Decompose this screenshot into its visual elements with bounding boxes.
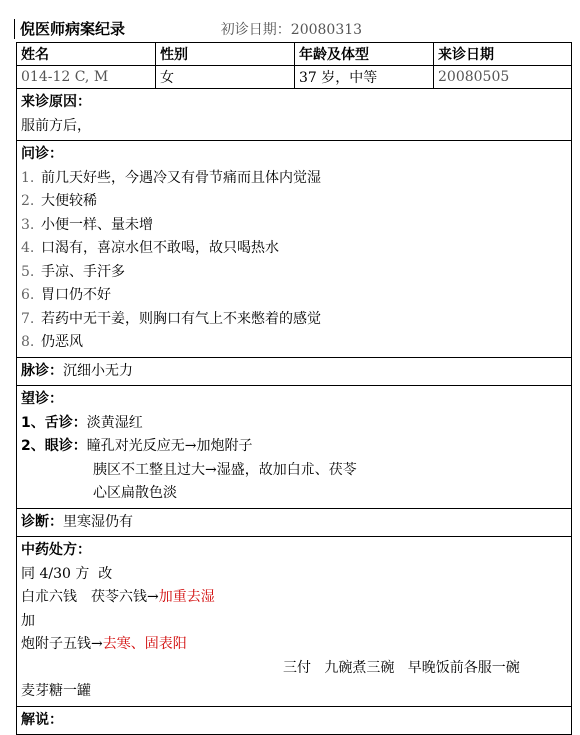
effect-note-2: 去寒、固表阳 — [103, 636, 187, 652]
list-item — [21, 284, 567, 308]
diagnosis-text: 里寒湿仍有 — [63, 514, 133, 530]
item-number: 1. — [21, 167, 41, 191]
item-text: 手凉、手汗多 — [41, 264, 125, 280]
tongue-label: 1、舌诊： — [21, 415, 87, 431]
age-header: 年龄及体型 — [295, 43, 434, 66]
list-item — [21, 237, 567, 261]
herb-fuling: 茯苓六钱→ — [91, 589, 159, 605]
eye-text-1: 瞳孔对光反应无→加炮附子 — [87, 438, 253, 454]
eye-label: 2、眼诊： — [21, 438, 87, 454]
patient-info-table — [16, 42, 572, 89]
tongue-text: 淡黄湿红 — [87, 415, 143, 431]
initial-visit — [221, 17, 362, 43]
explanation-label: 解说： — [21, 709, 567, 733]
prescription-section — [16, 537, 572, 707]
list-item — [21, 261, 567, 285]
reason-section — [16, 89, 572, 141]
pulse-text: 沉细小无力 — [63, 363, 133, 379]
initial-visit-date: 20080313 — [291, 22, 362, 38]
explanation-section — [16, 707, 572, 735]
name-value: 014-12 C, M — [17, 66, 156, 89]
age-value: 37 岁，中等 — [295, 66, 434, 89]
item-number: 8. — [21, 331, 41, 355]
list-item — [21, 214, 567, 238]
item-number: 7. — [21, 308, 41, 332]
prescription-label: 中药处方： — [21, 539, 567, 563]
herb-fuzi: 炮附子五钱→ — [21, 636, 103, 652]
item-text: 仍恶风 — [41, 334, 83, 350]
prescription-line-1: 同 4/30 方 改 — [21, 563, 567, 587]
item-number: 2. — [21, 190, 41, 214]
eye-line-1 — [21, 435, 567, 459]
pulse-label: 脉诊： — [21, 363, 63, 379]
text-cursor — [14, 19, 15, 39]
inquiry-section — [16, 141, 572, 358]
dosage-instructions: 三付 九碗煮三碗 早晚饭前各服一碗 — [21, 657, 567, 681]
prescription-line-4 — [21, 633, 567, 657]
item-text: 大便较稀 — [41, 193, 97, 209]
reason-label: 来诊原因： — [21, 91, 567, 115]
list-item — [21, 167, 567, 191]
item-text: 若药中无干姜，则胸口有气上不来憋着的感觉 — [41, 311, 321, 327]
visit-date-header: 来诊日期 — [434, 43, 572, 66]
medical-record — [16, 16, 572, 735]
effect-note-1: 加重去湿 — [159, 589, 215, 605]
eye-text-2: 胰区不工整且过大→湿盛，故加白朮、茯苓 — [21, 459, 567, 483]
gender-header: 性别 — [156, 43, 295, 66]
prescription-line-6: 麦芽糖一罐 — [21, 680, 567, 704]
tongue-line — [21, 412, 567, 436]
eye-text-3: 心区扁散色淡 — [21, 482, 567, 506]
item-number: 5. — [21, 261, 41, 285]
diagnosis-label: 诊断： — [21, 514, 63, 530]
pulse-section — [16, 358, 572, 387]
herb-baizhu: 白朮六钱 — [21, 589, 77, 605]
inspection-section — [16, 386, 572, 509]
initial-visit-label: 初诊日期： — [221, 22, 291, 38]
item-number: 4. — [21, 237, 41, 261]
list-item — [21, 331, 567, 355]
item-text: 前几天好些，今遇冷又有骨节痛而且体内觉湿 — [41, 170, 321, 186]
visit-date-value: 20080505 — [434, 66, 572, 89]
item-text: 胃口仍不好 — [41, 287, 111, 303]
reason-text: 服前方后， — [21, 115, 567, 139]
gender-value: 女 — [156, 66, 295, 89]
inquiry-label: 问诊： — [21, 143, 567, 167]
item-number: 6. — [21, 284, 41, 308]
diagnosis-section — [16, 509, 572, 538]
info-header-row — [17, 43, 572, 66]
inspection-label: 望诊： — [21, 388, 567, 412]
list-item — [21, 190, 567, 214]
prescription-line-3: 加 — [21, 610, 567, 634]
item-text: 口渴有，喜凉水但不敢喝，故只喝热水 — [41, 240, 279, 256]
info-value-row — [17, 66, 572, 89]
name-header: 姓名 — [17, 43, 156, 66]
prescription-line-2 — [21, 586, 567, 610]
item-text: 小便一样、量未增 — [41, 217, 153, 233]
record-title: 倪医师病案纪录 — [16, 16, 216, 42]
record-header — [16, 16, 572, 42]
item-number: 3. — [21, 214, 41, 238]
list-item — [21, 308, 567, 332]
